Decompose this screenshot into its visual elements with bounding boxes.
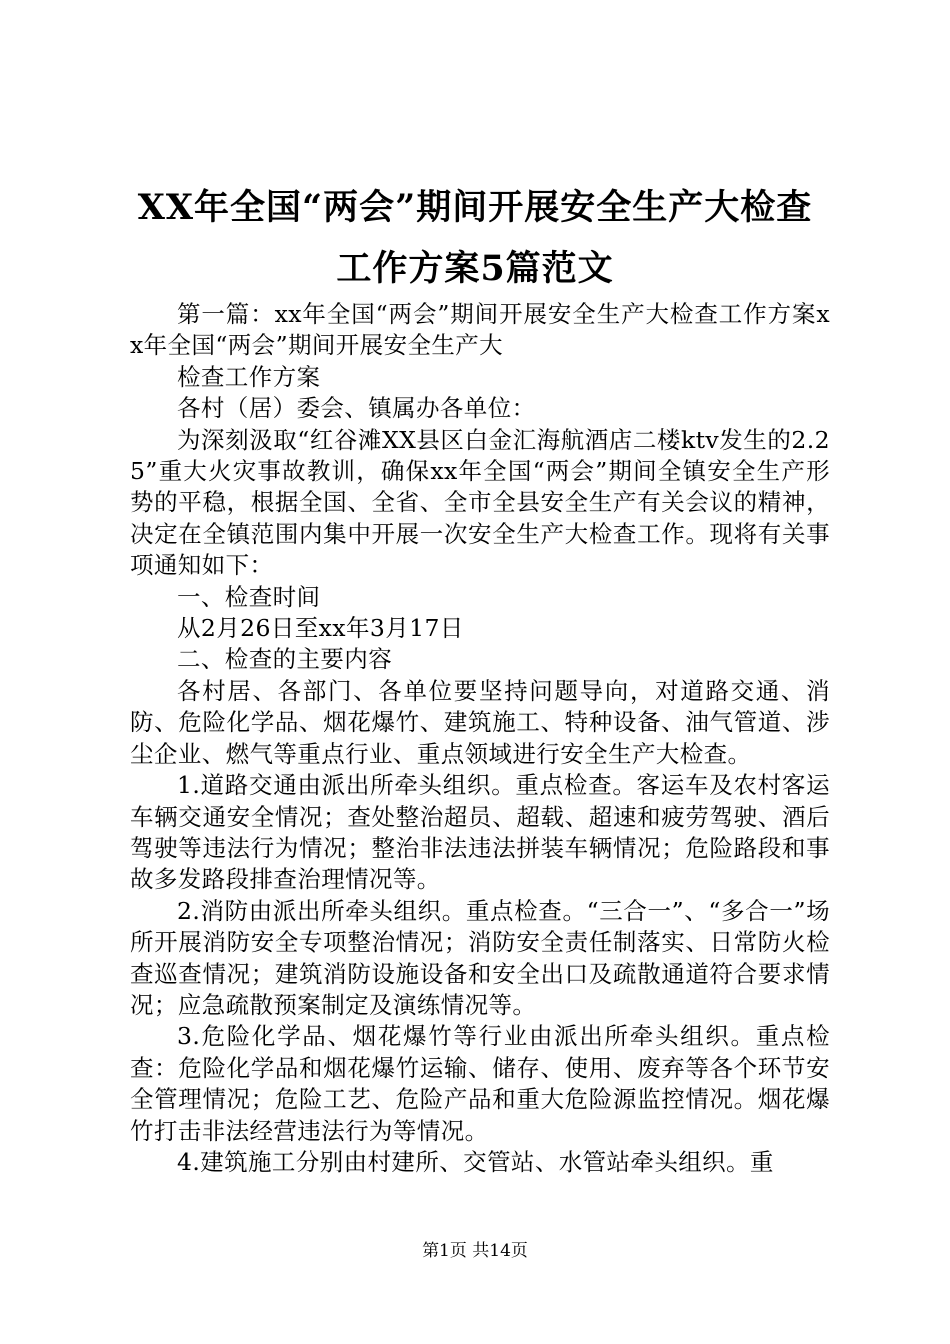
- body-paragraph: 从2月26日至xx年3月17日: [177, 614, 464, 643]
- body-paragraph: 1.道路交通由派出所牵头组织。重点检查。客运车及农村客运车辆交通安全情况；查处整治超员、超载、超速和疲劳驾驶、酒后驾驶等违法行为情况；整治非法违法拼装车辆情况；危险路段和事故多发路段排查治理情况等。: [130, 771, 830, 894]
- section-heading: 一、检查时间: [177, 582, 321, 611]
- body-paragraph: 检查工作方案: [177, 362, 321, 391]
- document-body: [130, 299, 830, 1178]
- body-paragraph: 4.建筑施工分别由村建所、交管站、水管站牵头组织。重: [177, 1147, 774, 1176]
- page-number-footer: 第1页 共14页: [422, 1241, 528, 1261]
- document-title-line-1: XX年全国“两会”期间开展安全生产大检查: [137, 187, 813, 228]
- body-paragraph: 2.消防由派出所牵头组织。重点检查。“三合一”、“多合一”场所开展消防安全专项整治情况；消防安全责任制落实、日常防火检查巡查情况；建筑消防设施设备和安全出口及疏散通道符合要求情况；应急疏散预案制定及演练情况等。: [130, 896, 830, 1019]
- body-paragraph: 各村居、各部门、各单位要坚持问题导向，对道路交通、消防、危险化学品、烟花爆竹、建筑施工、特种设备、油气管道、涉尘企业、燃气等重点行业、重点领域进行安全生产大检查。: [130, 676, 830, 768]
- section-heading: 二、检查的主要内容: [177, 645, 393, 674]
- body-paragraph: 为深刻汲取“红谷滩XX县区白金汇海航酒店二楼ktv发生的2.25”重大火灾事故教训，确保xx年全国“两会”期间全镇安全生产形势的平稳，根据全国、全省、全市全县安全生产有关会议的精神，决定在全镇范围内集中开展一次安全生产大检查工作。现将有关事项通知如下：: [130, 425, 830, 580]
- document-title-line-2: 工作方案5篇范文: [336, 248, 614, 289]
- body-paragraph: 第一篇：xx年全国“两会”期间开展安全生产大检查工作方案xx年全国“两会”期间开展安全生产大: [130, 300, 830, 360]
- body-paragraph: 各村（居）委会、镇属办各单位：: [177, 394, 536, 423]
- body-paragraph: 3.危险化学品、烟花爆竹等行业由派出所牵头组织。重点检查：危险化学品和烟花爆竹运输、储存、使用、废弃等各个环节安全管理情况；危险工艺、危险产品和重大危险源监控情况。烟花爆竹打击非法经营违法行为等情况。: [130, 1022, 830, 1145]
